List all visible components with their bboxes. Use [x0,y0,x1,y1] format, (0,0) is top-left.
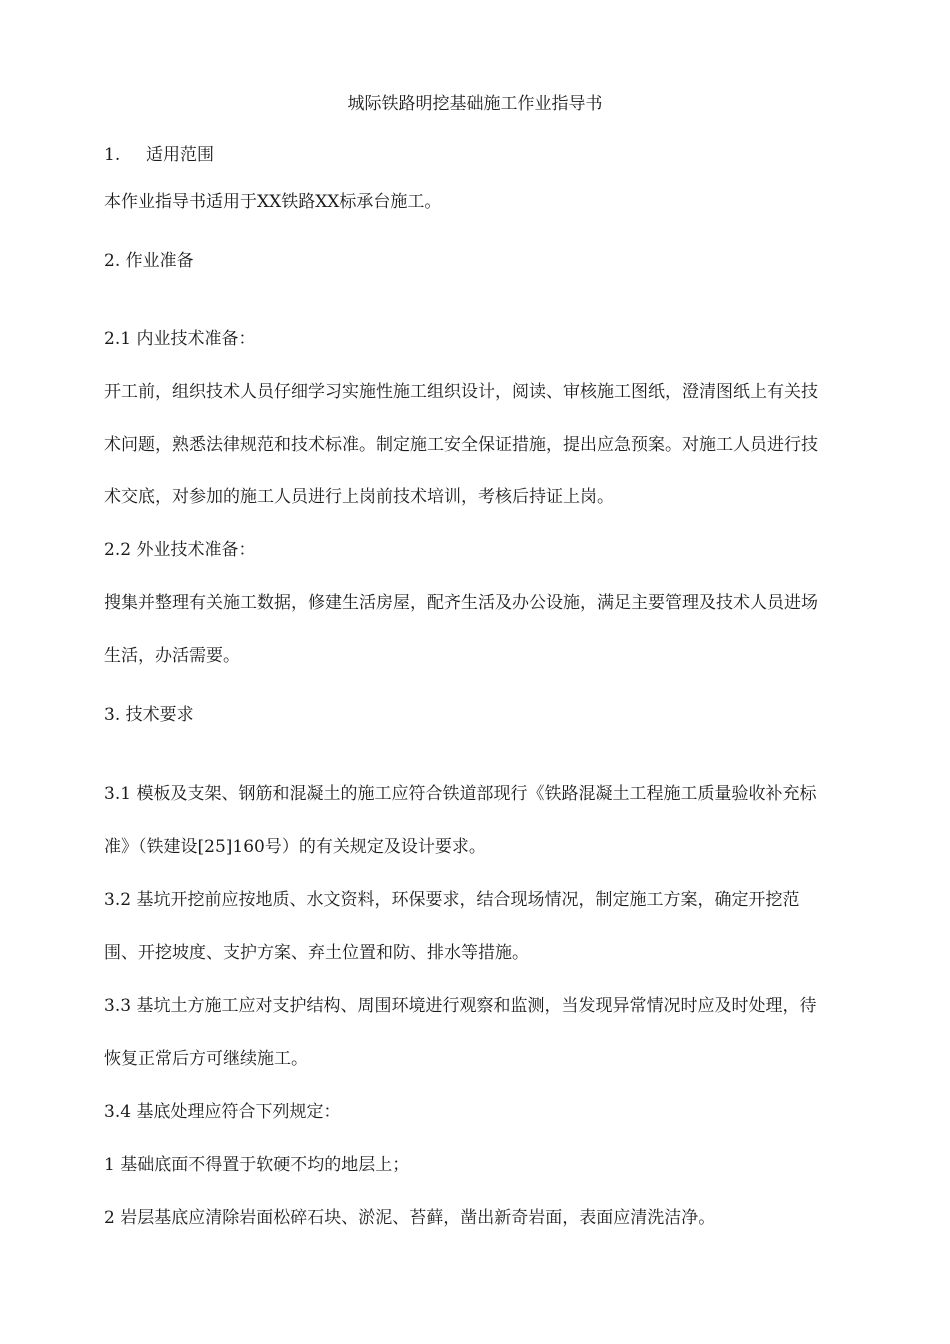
section-2-1-heading: 2.1 内业技术准备： [104,329,256,349]
section-3-2-line: 围、开挖坡度、支护方案、弃土位置和防、排水等措施。 [104,943,529,963]
section-3-2-line: 3.2 基坑开挖前应按地质、水文资料，环保要求，结合现场情况，制定施工方案，确定开挖范 [104,890,800,910]
section-1-number: 1. [104,145,121,165]
document-title: 城际铁路明挖基础施工作业指导书 [347,94,603,114]
section-2-heading: 2. 作业准备 [104,251,194,271]
section-1-title: 适用范围 [146,145,214,165]
section-1-heading [104,143,864,167]
section-3-3-line: 3.3 基坑土方施工应对支护结构、周围环境进行观察和监测，当发现异常情况时应及时处理，待 [104,996,817,1016]
section-3-4-item: 2 岩层基底应清除岩面松碎石块、淤泥、苔藓，凿出新奇岩面，表面应清洗洁净。 [104,1208,716,1228]
section-3-4-item: 1 基础底面不得置于软硬不均的地层上； [104,1155,410,1175]
section-3-3-line: 恢复正常后方可继续施工。 [104,1049,308,1069]
section-1-body: 本作业指导书适用于XX铁路XX标承台施工。 [104,192,442,212]
section-2-1-line: 术交底，对参加的施工人员进行上岗前技术培训，考核后持证上岗。 [104,487,614,507]
section-2-2-line: 生活，办活需要。 [104,646,240,666]
section-3-heading: 3. 技术要求 [104,705,194,725]
section-2-1-line: 开工前，组织技术人员仔细学习实施性施工组织设计，阅读、审核施工图纸，澄清图纸上有关技 [104,382,818,402]
section-2-2-heading: 2.2 外业技术准备： [104,540,256,560]
section-3-1-line: 准》（铁建设[25]160号）的有关规定及设计要求。 [104,837,486,857]
section-3-1-line: 3.1 模板及支架、钢筋和混凝土的施工应符合铁道部现行《铁路混凝土工程施工质量验收补充标 [104,784,817,804]
section-2-1-line: 术问题，熟悉法律规范和技术标准。制定施工安全保证措施，提出应急预案。对施工人员进行技 [104,435,818,455]
section-2-2-line: 搜集并整理有关施工数据，修建生活房屋，配齐生活及办公设施，满足主要管理及技术人员进场 [104,593,818,613]
section-3-4-heading: 3.4 基底处理应符合下列规定： [104,1102,341,1122]
